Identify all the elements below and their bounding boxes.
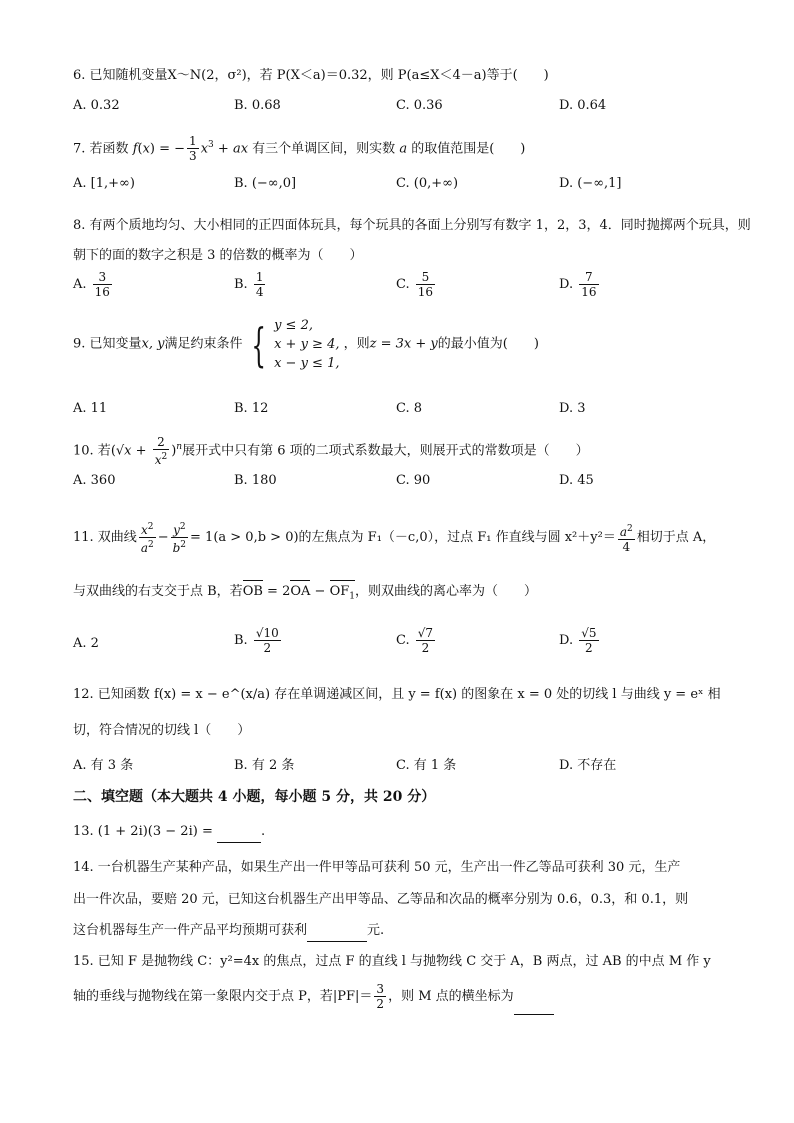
q11-d-den: 2 [585, 641, 593, 655]
q6-option-c[interactable]: C. 0.36 [396, 98, 443, 113]
q11-option-b-label: B. [234, 633, 248, 648]
constraint-system [274, 316, 339, 373]
q12-option-d[interactable]: D. 不存在 [559, 758, 617, 773]
q10-option-b[interactable]: B. 180 [234, 473, 277, 488]
q7-option-a[interactable]: A. [1,+∞) [73, 176, 135, 191]
q11-line2a: 与双曲线的右支交于点 B，若 [73, 584, 243, 599]
q9-cond: 满足约束条件 [164, 336, 243, 352]
q15-num: 3 [376, 982, 385, 996]
q8-option-a-label: A. [73, 277, 87, 292]
q15-text2b: ，则 M 点的横坐标为 [388, 989, 514, 1004]
constraint-2: x + y ≥ 4, [274, 337, 340, 352]
q14-text3a: 这台机器每生产一件产品平均预期可获利 [73, 923, 308, 938]
q7-tail: 的取值范围是( ) [411, 141, 526, 157]
question-12-line1: 12. 已知函数 f(x) = x − e^(x/a) 存在单调递减区间，且 y = f(x) 的图象在 x = 0 处的切线 l 与曲线 y = eˣ 相 [73, 687, 721, 702]
q12-option-c[interactable]: C. 有 1 条 [396, 758, 457, 773]
q11-option-c[interactable] [396, 626, 437, 655]
question-8: 8. 有两个质地均匀、大小相同的正四面体玩具，每个玩具的各面上分别写有数字 1，2，3，4．同时抛掷两个玩具，则朝下的面的数字之积是 3 的倍数的概率为（ ） [73, 218, 751, 263]
q7-options [73, 176, 753, 198]
q10-text: 展开式中只有第 6 项的二项式系数最大，则展开式的常数项是（ ） [182, 443, 589, 459]
constraint-3: x − y ≤ 1, [274, 356, 340, 371]
q10-option-c[interactable]: C. 90 [396, 473, 431, 488]
q13-answer-blank[interactable] [217, 822, 261, 843]
q9-ask: ，则 [343, 336, 370, 352]
q10-option-a[interactable]: A. 360 [73, 473, 116, 488]
q7-option-b[interactable]: B. (−∞,0] [234, 176, 297, 191]
q8-option-c-label: C. [396, 277, 410, 292]
q12-option-a[interactable]: A. 有 3 条 [73, 758, 134, 773]
q11-option-d[interactable] [559, 626, 601, 655]
q8-option-d[interactable] [559, 270, 601, 299]
question-11: 11. 双曲线 $\frac{x^2}{a^2}$ − $\frac{y^2}{b^2}$ = 1(a > 0,b > 0)的左焦点为 F₁（－c,0），过点 F₁ 作直线与圆 x²＋y²＝ $\frac{a^2}{4}$ 相切于点 A， [73, 522, 716, 555]
q11-option-d-label: D. [559, 633, 574, 648]
q11-c-num: √7 [417, 626, 434, 640]
question-14-line1: 14. 一台机器生产某种产品，如果生产出一件甲等品可获利 50 元，生产出一件乙等品可获利 30 元，生产 [73, 860, 681, 875]
q8-option-b[interactable] [234, 270, 267, 299]
question-14-line2: 出一件次品，要赔 20 元，已知这台机器生产出甲等品、乙等品和次品的概率分别为 0.6，0.3，和 0.1，则 [73, 892, 689, 907]
q8-option-c[interactable] [396, 270, 437, 299]
question-7: 7. 若函数 f(x) = − $\frac{1}{3}$ $x^3$ + ax 有三个单调区间，则实数 a 的取值范围是( ) [73, 134, 526, 164]
question-13 [73, 822, 754, 843]
q9-option-a[interactable]: A. 11 [73, 401, 108, 416]
q14-text3b: 元. [367, 923, 385, 938]
q11-vmid2: − [310, 584, 330, 599]
q7-option-c[interactable]: C. (0,+∞) [396, 176, 459, 191]
question-9 [73, 316, 754, 386]
q15-answer-blank[interactable] [514, 980, 554, 1015]
q8-c-den: 16 [417, 285, 434, 299]
q6-option-a[interactable]: A. 0.32 [73, 98, 120, 113]
q7-label: 7. 若函数 [73, 141, 129, 157]
q11-b-num: √10 [255, 626, 279, 640]
q8-d-num: 7 [579, 270, 598, 285]
q10-label: 10. 若 [73, 443, 111, 459]
q9-tail: 的最小值为( ) [437, 336, 539, 352]
q11-line1: 的左焦点为 F₁（－c,0），过点 F₁ 作直线与圆 x²＋y²＝ [298, 530, 616, 545]
q8-b-den: 4 [255, 285, 264, 299]
question-15-line2 [73, 980, 754, 1015]
q8-b-num: 1 [255, 270, 264, 284]
q11-option-c-label: C. [396, 633, 410, 648]
q8-option-d-label: D. [559, 277, 574, 292]
q6-label: 6. 已知随机变量 [73, 68, 168, 83]
question-11-line2 [73, 582, 754, 607]
q11-b-den: 2 [263, 641, 272, 655]
q12-options [73, 754, 753, 776]
q9-objective: z = 3x + y [369, 336, 438, 352]
q8-options [73, 270, 753, 312]
q8-a-den: 16 [94, 285, 110, 299]
vector-of1: $OF_1$ [330, 582, 355, 607]
q9-label: 9. 已知变量 [73, 336, 142, 352]
section-heading: 二、填空题（本大题共 4 小题，每小题 5 分，共 20 分） [73, 789, 436, 805]
q11-vmid: = 2 [262, 584, 291, 599]
q15-den: 2 [376, 997, 385, 1011]
q13-expr: 13. (1 + 2i)(3 − 2i) = [73, 824, 213, 839]
question-10: 10. 若(√x + $\frac{2}{x^2}$ )$^n$展开式中只有第 6 项的二项式系数最大，则展开式的常数项是（ ） [73, 434, 589, 467]
q6-option-d[interactable]: D. 0.64 [559, 98, 607, 113]
q11-tail1: 相切于点 A， [636, 530, 716, 545]
q15-text2a: 轴的垂线与抛物线在第一象限内交于点 P，若|PF|＝ [73, 989, 373, 1004]
q11-d-num: √5 [581, 626, 597, 640]
q13-end: . [260, 824, 266, 839]
q9-option-b[interactable]: B. 12 [234, 401, 269, 416]
q14-answer-blank[interactable] [307, 921, 367, 942]
vector-ob: OB [243, 582, 263, 602]
question-12-line2: 切，符合情况的切线 l（ ） [73, 723, 251, 738]
q11-c-den: 2 [421, 641, 430, 655]
q6-option-b[interactable]: B. 0.68 [234, 98, 281, 113]
q6-options [73, 98, 753, 120]
q11-option-b[interactable] [234, 626, 283, 655]
question-6 [73, 66, 754, 86]
constraint-1: y ≤ 2, [274, 318, 313, 333]
q8-a-num: 3 [93, 270, 112, 285]
q8-d-den: 16 [581, 285, 597, 299]
constraint-brace-icon: { [250, 317, 266, 372]
q9-option-c[interactable]: C. 8 [396, 401, 423, 416]
q11-option-a[interactable]: A. 2 [73, 636, 99, 651]
q9-option-d[interactable]: D. 3 [559, 401, 586, 416]
vector-oa: OA [290, 582, 310, 602]
question-15-line1: 15. 已知 F 是抛物线 C：y²=4x 的焦点，过点 F 的直线 l 与抛物线 C 交于 A，B 两点，过 AB 的中点 M 作 y [73, 954, 711, 969]
q8-option-b-label: B. [234, 277, 248, 292]
q7-option-d[interactable]: D. (−∞,1] [559, 176, 622, 191]
q11-label: 11. 双曲线 [73, 530, 137, 545]
q9-options [73, 401, 753, 423]
q9-vars: x, y [141, 336, 165, 352]
q11-line2b: ，则双曲线的离心率为（ ） [354, 584, 537, 599]
q6-text: X～N(2，σ²)，若 P(X＜a)＝0.32，则 P(a≤X＜4－a)等于( ) [167, 68, 549, 83]
q10-option-d[interactable]: D. 45 [559, 473, 594, 488]
q12-option-b[interactable]: B. 有 2 条 [234, 758, 295, 773]
vector-of1-label: OF [329, 584, 350, 599]
question-14-line3 [73, 921, 754, 942]
q11-eq: = 1(a > 0,b > 0) [190, 530, 299, 545]
q11-options [73, 626, 753, 668]
q10-options [73, 473, 753, 495]
q8-c-num: 5 [416, 270, 435, 285]
q7-text: 有三个单调区间，则实数 [252, 141, 396, 157]
q8-option-a[interactable] [73, 270, 114, 299]
